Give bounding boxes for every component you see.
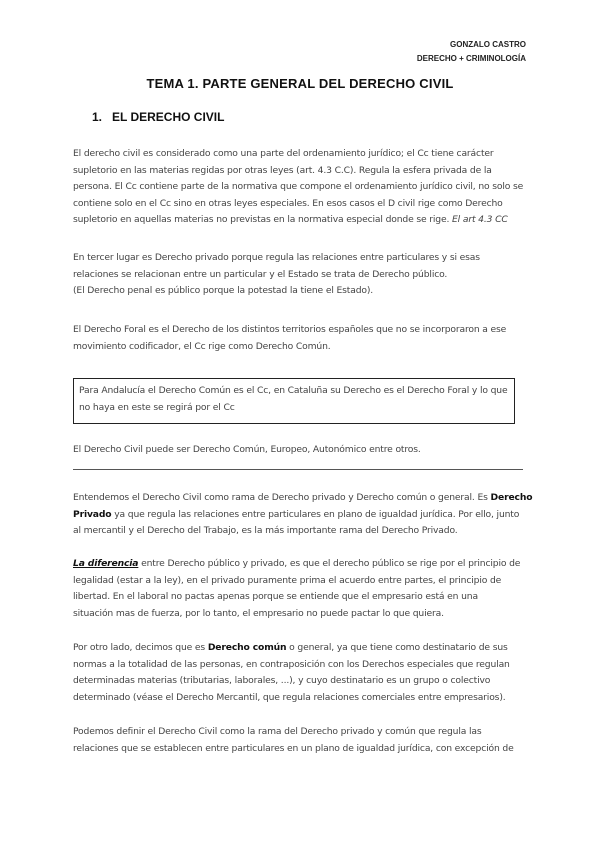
text-run: entre Derecho público y privado, es que el derecho público se rige por el principio de (138, 558, 521, 569)
paragraph-3 (73, 322, 531, 355)
text-line (73, 556, 531, 573)
text-line: El Derecho Civil puede ser Derecho Común, Europeo, Autonómico entre otros. (73, 444, 421, 455)
paragraph-1 (73, 146, 531, 229)
text-line: movimiento codificador, el Cc rige como Derecho Común. (73, 340, 331, 352)
text-line: normas a la totalidad de las personas, en contraposición con los Derechos especiales que regulan (73, 658, 510, 670)
text-line: persona. El Cc contiene parte de la normativa que compone el ordenamiento jurídico civil, no solo se (73, 181, 524, 192)
text-run: supletorio en aquellas materias no previstas en la normativa especial donde se rige. (73, 214, 453, 225)
text-line: al mercantil y el Derecho del Trabajo, es la más importante rama del Derecho Privado. (73, 525, 458, 536)
text-line: situación mas de fuerza, por lo tanto, el empresario no puede pactar lo que quiera. (73, 607, 444, 619)
keyword-bold: Derecho (490, 492, 533, 503)
page-header (417, 38, 526, 66)
keyword-bold: Privado (73, 508, 112, 520)
text-line: no haya en este se regirá por el Cc (79, 401, 235, 413)
header-author: GONZALO CASTRO (450, 40, 526, 49)
paragraph-5 (73, 490, 531, 540)
section-label: EL DERECHO CIVIL (112, 110, 225, 124)
text-run: ya que regula las relaciones entre particulares en plano de igualdad jurídica. Por ello, junto (111, 508, 520, 520)
text-line: relaciones que se establecen entre particulares en un plano de igualdad jurídica, con excepción de (73, 742, 514, 754)
paragraph-2 (73, 250, 531, 300)
keyword-bold: Derecho común (207, 642, 287, 653)
text-line: determinadas materias (tributarias, laborales, ...), y cuyo destinatario es un grupo o colectivo (73, 675, 491, 686)
text-line: El Derecho Foral es el Derecho de los distintos territorios españoles que no se incorporaron a ese (73, 324, 507, 335)
keyword-underlined: La diferencia (73, 558, 139, 569)
text-run: Por otro lado, decimos que es (73, 642, 208, 653)
text-line: El derecho civil es considerado como una parte del ordenamiento jurídico; el Cc tiene carácter (73, 148, 494, 159)
paragraph-6 (73, 556, 531, 622)
paragraph-7 (73, 640, 531, 706)
text-line: contiene solo en el Cc sino en otras leyes especiales. En esos casos el D civil rige como Derecho (73, 197, 503, 209)
text-line: relaciones se relacionan entre un particular y el Estado se trata de Derecho público. (73, 268, 448, 280)
text-line: libertad. En el laboral no pactas apenas porque se entiende que el empresario está en una (73, 591, 478, 602)
text-line: supletorio en las materias regidas por otras leyes (art. 4.3 C.C). Regula la esfera privada de la (73, 164, 492, 176)
horizontal-divider (73, 469, 523, 470)
text-line (73, 212, 531, 229)
header-course: DERECHO + CRIMINOLOGÍA (416, 54, 526, 63)
paragraph-4 (73, 442, 531, 459)
article-reference: El art 4.3 CC (452, 214, 508, 225)
section-number: 1. (92, 110, 103, 124)
highlight-box (73, 378, 515, 424)
text-line: (El Derecho penal es público porque la potestad la tiene el Estado). (73, 285, 374, 296)
text-line (73, 640, 531, 657)
boxed-paragraph (79, 383, 509, 416)
paragraph-8 (73, 724, 531, 757)
text-line: determinado (véase el Derecho Mercantil, que regula relaciones comerciales entre empresarios). (73, 691, 506, 703)
text-line: Podemos definir el Derecho Civil como la rama del Derecho privado y común que regula las (73, 726, 482, 737)
text-line: En tercer lugar es Derecho privado porque regula las relaciones entre particulares y si esas (73, 252, 480, 263)
document-title: TEMA 1. PARTE GENERAL DEL DERECHO CIVIL (146, 76, 454, 91)
text-line: Para Andalucía el Derecho Común es el Cc, en Cataluña su Derecho es el Derecho Foral y lo que (79, 385, 508, 396)
text-line: legalidad (estar a la ley), en el privado puramente prima el acuerdo entre partes, el principio de (73, 574, 502, 586)
section-heading (92, 110, 224, 124)
text-line (73, 507, 531, 524)
text-run: Entendemos el Derecho Civil como rama de Derecho privado y Derecho común o general. Es (73, 492, 491, 503)
text-run: o general, ya que tiene como destinatario de sus (286, 642, 508, 653)
text-line (73, 490, 531, 507)
